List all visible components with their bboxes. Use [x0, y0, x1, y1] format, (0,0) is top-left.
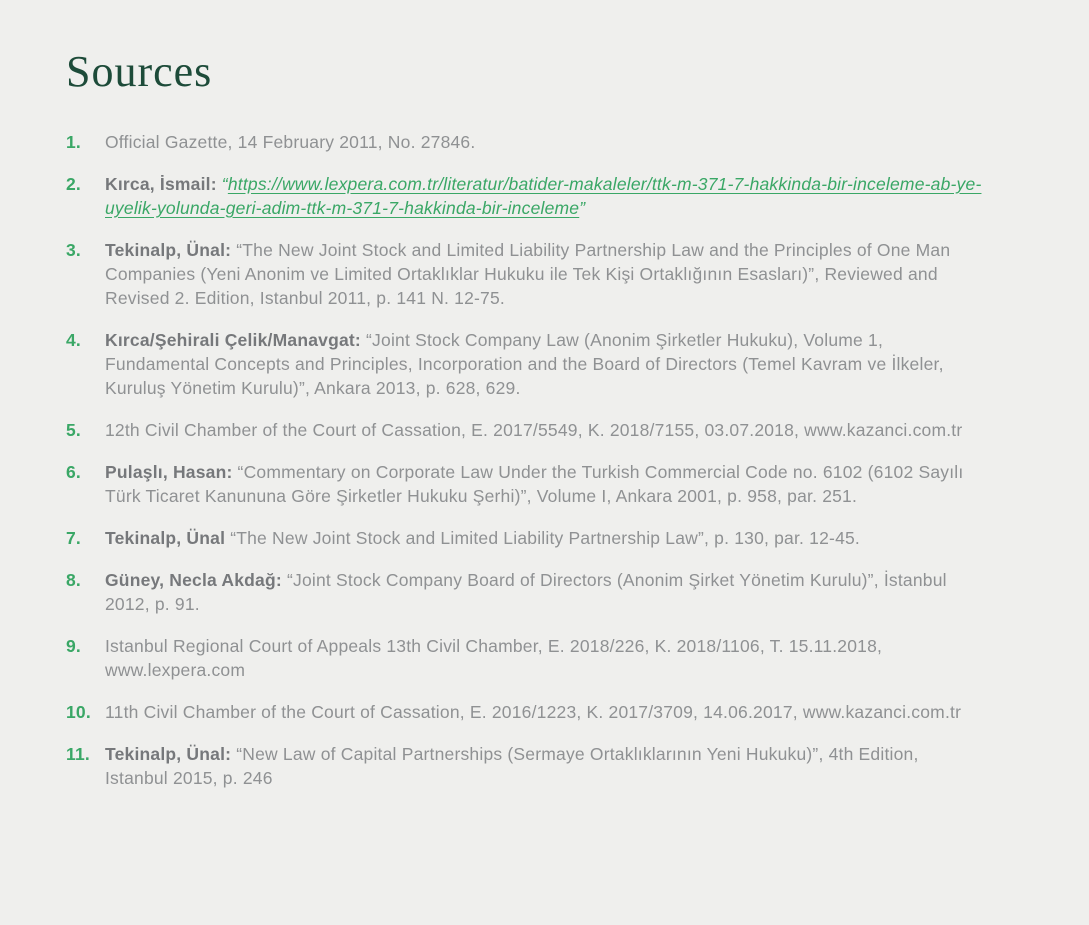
source-number: 10.	[66, 702, 91, 722]
sources-list	[66, 130, 984, 790]
quote-close: ”	[579, 198, 586, 218]
source-entry	[105, 700, 984, 724]
source-entry	[105, 460, 984, 508]
source-number: 5.	[66, 420, 81, 440]
source-number: 8.	[66, 570, 81, 590]
source-item-7	[66, 526, 984, 550]
source-author: Tekinalp, Ünal:	[105, 240, 232, 260]
source-text: “Commentary on Corporate Law Under the Turkish Commercial Code no. 6102 (6102 Sayılı Türk Ticaret Kanununa Göre Şirketler Hukuku Şerhi)”, Volume I, Ankara 2001, p. 958, par. 251.	[105, 462, 964, 506]
source-item-9	[66, 634, 984, 682]
source-item-10	[66, 700, 984, 724]
source-number: 11.	[66, 744, 90, 764]
quote-open: “	[216, 174, 228, 194]
source-item-3	[66, 238, 984, 310]
source-author: Tekinalp, Ünal:	[105, 744, 232, 764]
source-entry	[105, 328, 984, 400]
source-item-1	[66, 130, 984, 154]
source-author: Pulaşlı, Hasan:	[105, 462, 233, 482]
source-text: “New Law of Capital Partnerships (Sermaye Ortaklıklarının Yeni Hukuku)”, 4th Edition, Istanbul 2015, p. 246	[105, 744, 919, 788]
source-entry	[105, 172, 984, 220]
source-text: “Joint Stock Company Law (Anonim Şirketler Hukuku), Volume 1, Fundamental Concepts and Principles, Incorporation and the Board of Directors (Temel Kavram ve İlkeler, Kuruluş Yönetim Kurulu)”, Ankara 2013, p. 628, 629.	[105, 330, 944, 398]
source-entry	[105, 742, 984, 790]
source-author: Kırca/Şehirali Çelik/Manavgat:	[105, 330, 361, 350]
source-number: 7.	[66, 528, 81, 548]
source-item-6	[66, 460, 984, 508]
source-entry	[105, 634, 984, 682]
source-text: 11th Civil Chamber of the Court of Cassation, E. 2016/1223, K. 2017/3709, 14.06.2017, www.kazanci.com.tr	[105, 702, 962, 722]
source-entry	[105, 418, 984, 442]
source-number: 9.	[66, 636, 81, 656]
source-entry	[105, 130, 984, 154]
source-author: Güney, Necla Akdağ:	[105, 570, 282, 590]
source-author: Tekinalp, Ünal	[105, 528, 226, 548]
source-text: “The New Joint Stock and Limited Liability Partnership Law”, p. 130, par. 12-45.	[225, 528, 860, 548]
source-text: “The New Joint Stock and Limited Liability Partnership Law and the Principles of One Man Companies (Yeni Anonim ve Limited Ortaklıklar Hukuku ile Tek Kişi Ortaklığının Esasları)”, Reviewed and Revised 2. Edition, Istanbul 2011, p. 141 N. 12-75.	[105, 240, 951, 308]
source-item-11	[66, 742, 984, 790]
source-number: 1.	[66, 132, 81, 152]
source-item-2	[66, 172, 984, 220]
source-text: Official Gazette, 14 February 2011, No. 27846.	[105, 132, 476, 152]
source-number: 6.	[66, 462, 81, 482]
source-entry	[105, 238, 984, 310]
page-title: Sources	[66, 47, 213, 96]
source-item-5	[66, 418, 984, 442]
source-entry	[105, 568, 984, 616]
source-number: 3.	[66, 240, 81, 260]
source-text: 12th Civil Chamber of the Court of Cassation, E. 2017/5549, K. 2018/7155, 03.07.2018, www.kazanci.com.tr	[105, 420, 963, 440]
source-item-8	[66, 568, 984, 616]
source-author: Kırca, İsmail:	[105, 174, 217, 194]
source-item-4	[66, 328, 984, 400]
source-text: Istanbul Regional Court of Appeals 13th Civil Chamber, E. 2018/226, K. 2018/1106, T. 15.11.2018, www.lexpera.com	[105, 636, 883, 680]
source-entry	[105, 526, 984, 550]
source-text: “Joint Stock Company Board of Directors (Anonim Şirket Yönetim Kurulu)”, İstanbul 2012, p. 91.	[105, 570, 947, 614]
source-number: 4.	[66, 330, 81, 350]
source-link[interactable]: https://www.lexpera.com.tr/literatur/batider-makaleler/ttk-m-371-7-hakkinda-bir-inceleme-ab-ye-uyelik-yolunda-geri-adim-ttk-m-371-7-hakkinda-bir-inceleme	[105, 174, 982, 218]
source-number: 2.	[66, 174, 81, 194]
